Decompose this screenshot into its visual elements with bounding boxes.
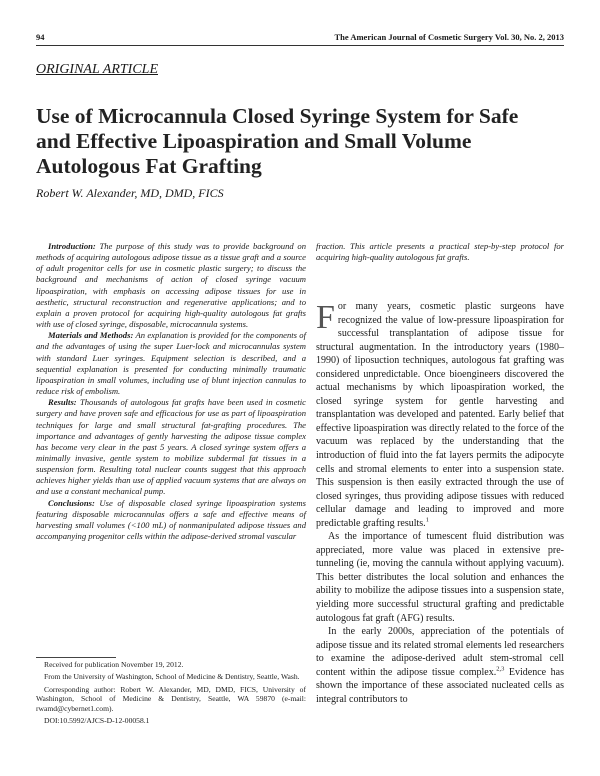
abstract-results-label: Results: bbox=[48, 397, 77, 408]
abstract-continuation bbox=[316, 241, 564, 263]
abstract-conclusions-label: Conclusions: bbox=[48, 497, 95, 508]
body-paragraph-3 bbox=[316, 625, 564, 706]
drop-cap: F bbox=[316, 299, 335, 336]
body-text bbox=[316, 300, 564, 706]
abstract-conclusions-text: Use of disposable closed syringe lipoaspiration systems featuring disposable microcannulas offers a safe and effective means of harvesting small volumes (<100 mL) of nonmanipulated adipose tissues and accompanying progenitor cells within the adipose-derived stromal vascular bbox=[36, 497, 306, 542]
running-header bbox=[36, 32, 564, 46]
abstract-methods-text: An explanation is provided for the components of and the advantages of using the super Luer-lock and microcannulas system with standard Luer syringes. Equipment selection is described, and a sequential explanation is presented for conducting minimally traumatic lipoaspiration in small volumes, including use of blunt injection cannulas to reduce risk of embolism. bbox=[36, 330, 306, 397]
body-p3-cont: Evidence has shown the importance of these associated nucleated cells as integral contributors to bbox=[316, 666, 564, 705]
article-title: Use of Microcannula Closed Syringe System for Safe and Effective Lipoaspiration and Small Volume Autologous Fat Grafting bbox=[36, 104, 519, 178]
abstract-introduction bbox=[36, 241, 306, 330]
abstract-conclusions bbox=[36, 498, 306, 543]
footnote-received: Received for publication November 19, 2012. bbox=[44, 660, 184, 669]
footnote-rule bbox=[36, 657, 116, 658]
author-line: Robert W. Alexander, MD, DMD, FICS bbox=[36, 186, 224, 200]
abstract-intro-text: The purpose of this study was to provide background on methods of acquiring autologous adipose tissue as a tissue graft and a source of adult progenitor cells for use in cosmetic plastic surgery; to discuss the background and mechanisms of action of closed syringe vacuum lipoaspiration, with emphasis on accessing adipose tissues for use in aesthetic, structural reconstruction and regenerative applications; and to explain a proven protocol for acquiring high-quality autologous fat grafts with use of closed syringe, disposable, microcannula systems. bbox=[36, 241, 306, 330]
body-paragraph-1 bbox=[316, 300, 564, 530]
body-p1-text: or many years, cosmetic plastic surgeons have recognized the value of low-pressure lipoaspiration for successful transplantation of adipose tissue for structural augmentation. In the introductory years (1980–1990) of liposuction techniques, autologous fat grafting was considered unpredictable. Once bioengineers discovered the actual mechanisms by which lipoaspiration worked, the closed syringe system for gentle harvesting and transplantation was developed and patented. Early belief that effective lipoaspiration was directly related to the force of the vacuum was replaced by the understanding that the introduction of fluid into the fat layers permits the adipocyte cells and stromal elements to enter into a suspension state. This suspension is then easily extracted through the use of closed syringes, thus providing adipose tissues with reduced cellular damage and leading to improved and more predictable grafting results. bbox=[316, 301, 564, 529]
abstract-results bbox=[36, 397, 306, 497]
abstract-methods-label: Materials and Methods: bbox=[48, 330, 134, 341]
footnote-doi: DOI:10.5992/AJCS-D-12-00058.1 bbox=[44, 716, 150, 726]
page-number: 94 bbox=[36, 32, 45, 42]
body-p3-text: In the early 2000s, appreciation of the potentials of adipose tissue and its related stromal elements led researchers to examine the adipose-derived adult stem-stromal cell content within the adipose tissue complex. bbox=[316, 626, 564, 678]
footnote-affiliation: From the University of Washington, School of Medicine & Dentistry, Seattle, Wash. bbox=[44, 672, 300, 682]
section-label: ORIGINAL ARTICLE bbox=[36, 62, 158, 77]
abstract-continuation-text: fraction. This article presents a practical step-by-step protocol for acquiring high-quality autologous fat grafts. bbox=[316, 241, 564, 263]
abstract bbox=[36, 241, 306, 542]
abstract-methods bbox=[36, 330, 306, 397]
footnotes bbox=[36, 660, 306, 728]
body-paragraph-2: As the importance of tumescent fluid distribution was appreciated, more value was placed in extensive pre-tunneling (ie, moving the cannula without applying vacuum). This better distributes the local solution and enhances the ability to mobilize the adipose tissues into a suspension state, yielding more successful structural grafting and predictable autologous fat graft (AFG) results. bbox=[316, 531, 564, 624]
journal-citation: The American Journal of Cosmetic Surgery Vol. 30, No. 2, 2013 bbox=[334, 32, 564, 42]
abstract-results-text: Thousands of autologous fat grafts have been used in cosmetic surgery and have proven safe and efficacious for use as part of lipoaspiration techniques for large and small structural fat-grafting procedures. The importance and advantages of gently harvesting the adipose tissue complex has become very clear in the past 5 years. A closed syringe system offers a minimally invasive, gentle system to mobilize subdermal fat tissues in a suspension form. Resulting total nuclear counts suggest that this approach achieves higher yields than use of applied vacuum systems that are always on and use a constant mechanical pump. bbox=[36, 397, 306, 497]
header-rule bbox=[36, 45, 564, 46]
citation-ref: 1 bbox=[425, 516, 429, 524]
footnote-corresponding: Corresponding author: Robert W. Alexander, MD, DMD, FICS, University of Washington, School of Medicine & Dentistry, Seattle, WA 59870 (e-mail: rwamd@cybernet1.com). bbox=[36, 684, 306, 713]
abstract-intro-label: Introduction: bbox=[48, 241, 96, 251]
citation-ref: 2,3 bbox=[496, 665, 505, 673]
